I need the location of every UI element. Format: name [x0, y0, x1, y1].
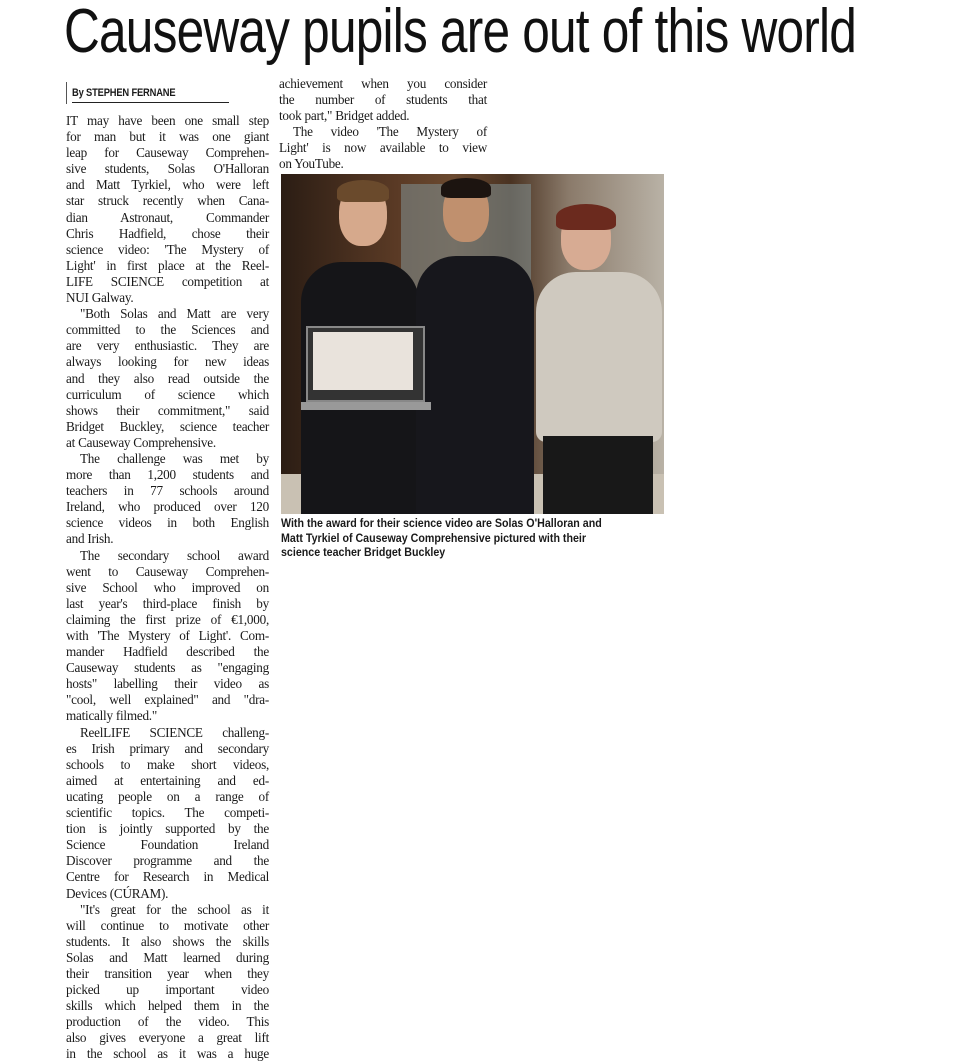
caption-line: Matt Tyrkiel of Causeway Comprehensive pictured with their — [281, 531, 587, 545]
article-line: teachers in 77 schools around — [66, 483, 269, 499]
article-line: with 'The Mystery of Light'. Com- — [66, 628, 269, 643]
photo-caption — [281, 517, 649, 561]
article-line: for man but it was one giant — [66, 129, 269, 145]
article-line: achievement when you consider — [279, 76, 487, 91]
article-line: students. It also shows the skills — [66, 933, 269, 949]
article-line: "cool, well explained" and "dra- — [66, 692, 269, 708]
article-line: shows their commitment," said — [66, 402, 269, 418]
article-photo — [281, 174, 664, 514]
article-line: IT may have been one small step — [66, 113, 269, 128]
article-line: Light' is now available to view — [279, 140, 487, 156]
byline-rule — [66, 82, 67, 104]
article-line: Chris Hadfield, chose their — [66, 225, 269, 241]
article-line: and Matt Tyrkiel, who were left — [66, 177, 269, 193]
article-line: science videos in both English — [66, 515, 269, 531]
article-line: also gives everyone a great lift — [66, 1030, 269, 1046]
article-line: sive School who improved on — [66, 579, 269, 595]
article-line: Ireland, who produced over 120 — [66, 499, 269, 515]
article-line: more than 1,200 students and — [66, 467, 269, 483]
article-line: ucating people on a range of — [66, 788, 269, 804]
article-line: mander Hadfield described the — [66, 644, 269, 660]
article-line: Science Foundation Ireland — [66, 837, 269, 853]
article-line: The challenge was met by — [80, 450, 269, 466]
article-line: The video 'The Mystery of — [293, 124, 487, 140]
article-line: and they also read outside the — [66, 370, 269, 386]
article-line: matically filmed." — [66, 708, 157, 724]
article-line: Centre for Research in Medical — [66, 869, 269, 885]
article-line: skills which helped them in the — [66, 998, 269, 1014]
article-line: Discover programme and the — [66, 853, 269, 869]
article-line: in the school as it was a huge — [66, 1046, 269, 1062]
article-line: will continue to motivate other — [66, 917, 269, 933]
article-line: "It's great for the school as it — [80, 901, 269, 917]
article-line: scientific topics. The competi- — [66, 805, 269, 821]
article-line: committed to the Sciences and — [66, 322, 269, 338]
article-column-1 — [66, 113, 269, 1063]
byline: By STEPHEN FERNANE — [72, 87, 176, 99]
article-line: Bridget Buckley, science teacher — [66, 418, 269, 434]
article-line: took part," Bridget added. — [279, 108, 410, 124]
headline: Causeway pupils are out of this world — [64, 0, 856, 66]
article-line: are very enthusiastic. They are — [66, 338, 269, 354]
article-line: aimed at entertaining and ed- — [66, 772, 269, 788]
article-line: sive students, Solas O'Halloran — [66, 161, 269, 177]
caption-line: science teacher Bridget Buckley — [281, 546, 446, 559]
article-line: at Causeway Comprehensive. — [66, 434, 216, 450]
article-line: tion is jointly supported by the — [66, 821, 269, 837]
article-line: production of the video. This — [66, 1014, 269, 1030]
article-line: schools to make short videos, — [66, 756, 269, 772]
article-line: LIFE SCIENCE competition at — [66, 273, 269, 289]
article-line: the number of students that — [279, 92, 487, 108]
article-line: dian Astronaut, Commander — [66, 209, 269, 225]
article-line: their transition year when they — [66, 965, 269, 981]
article-line: NUI Galway. — [66, 290, 134, 306]
article-line: ReelLIFE SCIENCE challeng- — [80, 724, 269, 740]
article-line: es Irish primary and secondary — [66, 740, 269, 756]
article-line: leap for Causeway Comprehen- — [66, 145, 269, 161]
article-line: Devices (CÚRAM). — [66, 885, 169, 901]
article-line: curriculum of science which — [66, 386, 269, 402]
article-line: hosts" labelling their video as — [66, 676, 269, 692]
article-line: The secondary school award — [80, 547, 269, 563]
article-line: "Both Solas and Matt are very — [80, 306, 269, 322]
article-line: went to Causeway Comprehen- — [66, 563, 269, 579]
article-line: Solas and Matt learned during — [66, 949, 269, 965]
article-line: picked up important video — [66, 982, 269, 998]
article-line: star struck recently when Cana- — [66, 193, 269, 209]
article-line: Causeway students as "engaging — [66, 660, 269, 676]
article-line: Light' in first place at the Reel- — [66, 257, 269, 273]
article-line: on YouTube. — [279, 156, 344, 172]
caption-line: With the award for their science video are Solas O'Halloran and — [281, 517, 602, 530]
article-line: claiming the first prize of €1,000, — [66, 611, 269, 627]
article-line: always looking for new ideas — [66, 354, 269, 370]
article-line: science video: 'The Mystery of — [66, 241, 269, 257]
article-line: last year's third-place finish by — [66, 595, 269, 611]
article-line: and Irish. — [66, 531, 114, 547]
article-column-2 — [279, 76, 487, 173]
byline-underline — [72, 102, 229, 103]
